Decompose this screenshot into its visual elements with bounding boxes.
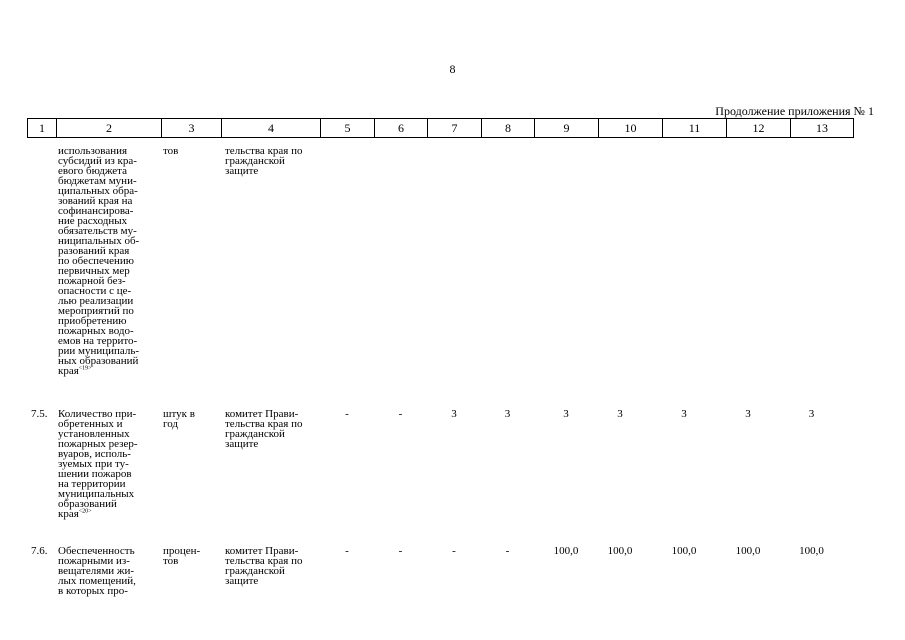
indicator-name-line: образований bbox=[58, 498, 117, 510]
indicator-name-line: шении пожаров bbox=[58, 468, 132, 480]
column-number-header bbox=[27, 118, 854, 138]
responsible-line: гражданской bbox=[225, 155, 285, 167]
value-cell: 3 bbox=[745, 408, 751, 420]
responsible-line: защите bbox=[225, 438, 259, 450]
value-cell: - bbox=[398, 408, 403, 420]
indicator-name-line: пожарной без- bbox=[58, 275, 126, 287]
indicator-name-line: первичных мер bbox=[58, 265, 130, 277]
header-cell: 10 bbox=[599, 119, 663, 138]
unit-line: штук в bbox=[163, 408, 195, 420]
unit-of-measure bbox=[163, 409, 221, 429]
indicator-name-line: субсидий из кра- bbox=[58, 155, 137, 167]
indicator-name-line: на территории bbox=[58, 478, 126, 490]
appendix-note: Продолжение приложения № 1 bbox=[715, 104, 874, 118]
header-cell: 1 bbox=[28, 119, 57, 138]
indicator-name-line: приобретению bbox=[58, 315, 127, 327]
indicator-name-line: пожарных водо- bbox=[58, 325, 134, 337]
indicator-name-line: ципальных обра- bbox=[58, 185, 138, 197]
value-cell: - bbox=[452, 545, 456, 557]
responsible-line: тельства края по bbox=[225, 145, 303, 157]
responsible-line: тельства края по bbox=[225, 555, 303, 567]
header-cell: 3 bbox=[162, 119, 222, 138]
indicator-name-line: края bbox=[58, 508, 79, 520]
page-number: 8 bbox=[449, 62, 456, 76]
responsible-line: защите bbox=[225, 575, 259, 587]
indicator-name-line: вуаров, исполь- bbox=[58, 448, 131, 460]
responsible-executor bbox=[225, 146, 323, 176]
value-cell: 3 bbox=[504, 408, 511, 420]
indicator-name-line: по обеспечению bbox=[58, 255, 135, 267]
value-cell: 3 bbox=[681, 408, 687, 420]
indicator-name-line: обретенных и bbox=[58, 418, 123, 430]
indicator-name-line: зований края на bbox=[58, 195, 133, 207]
indicator-name-line: лых помещений, bbox=[58, 575, 136, 587]
indicator-name-line: края bbox=[58, 365, 79, 377]
indicator-name-line: евого бюджета bbox=[58, 165, 128, 177]
indicator-name-line: установленных bbox=[58, 428, 130, 440]
indicator-name-line: лью реализации bbox=[58, 295, 134, 307]
footnote-ref: <20> bbox=[78, 508, 92, 515]
indicator-name-line: ных образований bbox=[58, 355, 139, 367]
unit-line: процен- bbox=[163, 545, 201, 557]
footnote-ref: <19> bbox=[78, 365, 92, 372]
value-cell: - bbox=[505, 545, 510, 557]
responsible-executor bbox=[225, 546, 323, 586]
header-cell: 7 bbox=[428, 119, 482, 138]
indicator-name-line: ниципальных об- bbox=[58, 235, 140, 247]
value-cell: 3 bbox=[617, 408, 623, 420]
responsible-line: гражданской bbox=[225, 565, 285, 577]
responsible-line: тельства края по bbox=[225, 418, 303, 430]
responsible-executor bbox=[225, 409, 323, 449]
value-cell: 100,0 bbox=[553, 545, 579, 557]
value-cell: - bbox=[345, 545, 349, 557]
responsible-line: гражданской bbox=[225, 428, 285, 440]
indicator-name-line: обязательств му- bbox=[58, 225, 137, 237]
unit-line: год bbox=[163, 418, 179, 430]
value-cell: 100,0 bbox=[607, 545, 633, 557]
header-cell: 2 bbox=[57, 119, 162, 138]
value-cell: 3 bbox=[563, 408, 569, 420]
indicator-name bbox=[58, 546, 162, 596]
unit-line: тов bbox=[163, 555, 179, 567]
indicator-name-line: использования bbox=[58, 145, 128, 157]
value-cell: - bbox=[345, 408, 349, 420]
indicator-name-line: бюджетам муни- bbox=[58, 175, 137, 187]
responsible-line: комитет Прави- bbox=[225, 545, 299, 557]
value-cell: - bbox=[398, 545, 403, 557]
indicator-name-line: рии муниципаль- bbox=[58, 345, 140, 357]
indicator-name-line-last bbox=[58, 509, 162, 519]
value-cell: 100,0 bbox=[671, 545, 697, 557]
header-cell: 11 bbox=[663, 119, 727, 138]
value-cell: 100,0 bbox=[735, 545, 761, 557]
indicator-name bbox=[58, 409, 162, 519]
responsible-line: комитет Прави- bbox=[225, 408, 299, 420]
header-cell: 9 bbox=[535, 119, 599, 138]
value-cell: 100,0 bbox=[799, 545, 824, 557]
indicator-name-line: опасности с це- bbox=[58, 285, 132, 297]
indicator-name-line: емов на террито- bbox=[58, 335, 138, 347]
unit-of-measure bbox=[163, 146, 221, 156]
value-cell: 3 bbox=[451, 408, 457, 420]
indicator-name-line-last bbox=[58, 366, 162, 376]
responsible-line: защите bbox=[225, 165, 259, 177]
indicator-name-line: муниципальных bbox=[58, 488, 135, 500]
row-number: 7.5. bbox=[31, 408, 48, 420]
indicator-name-line: разований края bbox=[58, 245, 130, 257]
indicator-name-line: пожарных резер- bbox=[58, 438, 138, 450]
indicator-name bbox=[58, 146, 162, 376]
indicator-name-line: зуемых при ту- bbox=[58, 458, 129, 470]
indicator-name-line: ние расходных bbox=[58, 215, 128, 227]
indicator-name-line: в которых про- bbox=[58, 585, 128, 597]
indicator-name-line: софинансирова- bbox=[58, 205, 134, 217]
header-cell: 4 bbox=[222, 119, 321, 138]
header-cell: 6 bbox=[375, 119, 428, 138]
unit-line: тов bbox=[163, 145, 179, 157]
unit-of-measure bbox=[163, 546, 221, 566]
header-cell: 5 bbox=[321, 119, 375, 138]
indicator-name-line: вещателями жи- bbox=[58, 565, 135, 577]
header-cell: 12 bbox=[727, 119, 791, 138]
indicator-name-line: мероприятий по bbox=[58, 305, 134, 317]
value-cell: 3 bbox=[808, 408, 815, 420]
indicator-name-line: Количество при- bbox=[58, 408, 137, 420]
indicator-name-line: пожарными из- bbox=[58, 555, 130, 567]
indicator-name-line: Обеспеченность bbox=[58, 545, 135, 557]
header-cell: 13 bbox=[791, 119, 854, 138]
header-cell: 8 bbox=[482, 119, 535, 138]
row-number: 7.6. bbox=[31, 545, 48, 557]
